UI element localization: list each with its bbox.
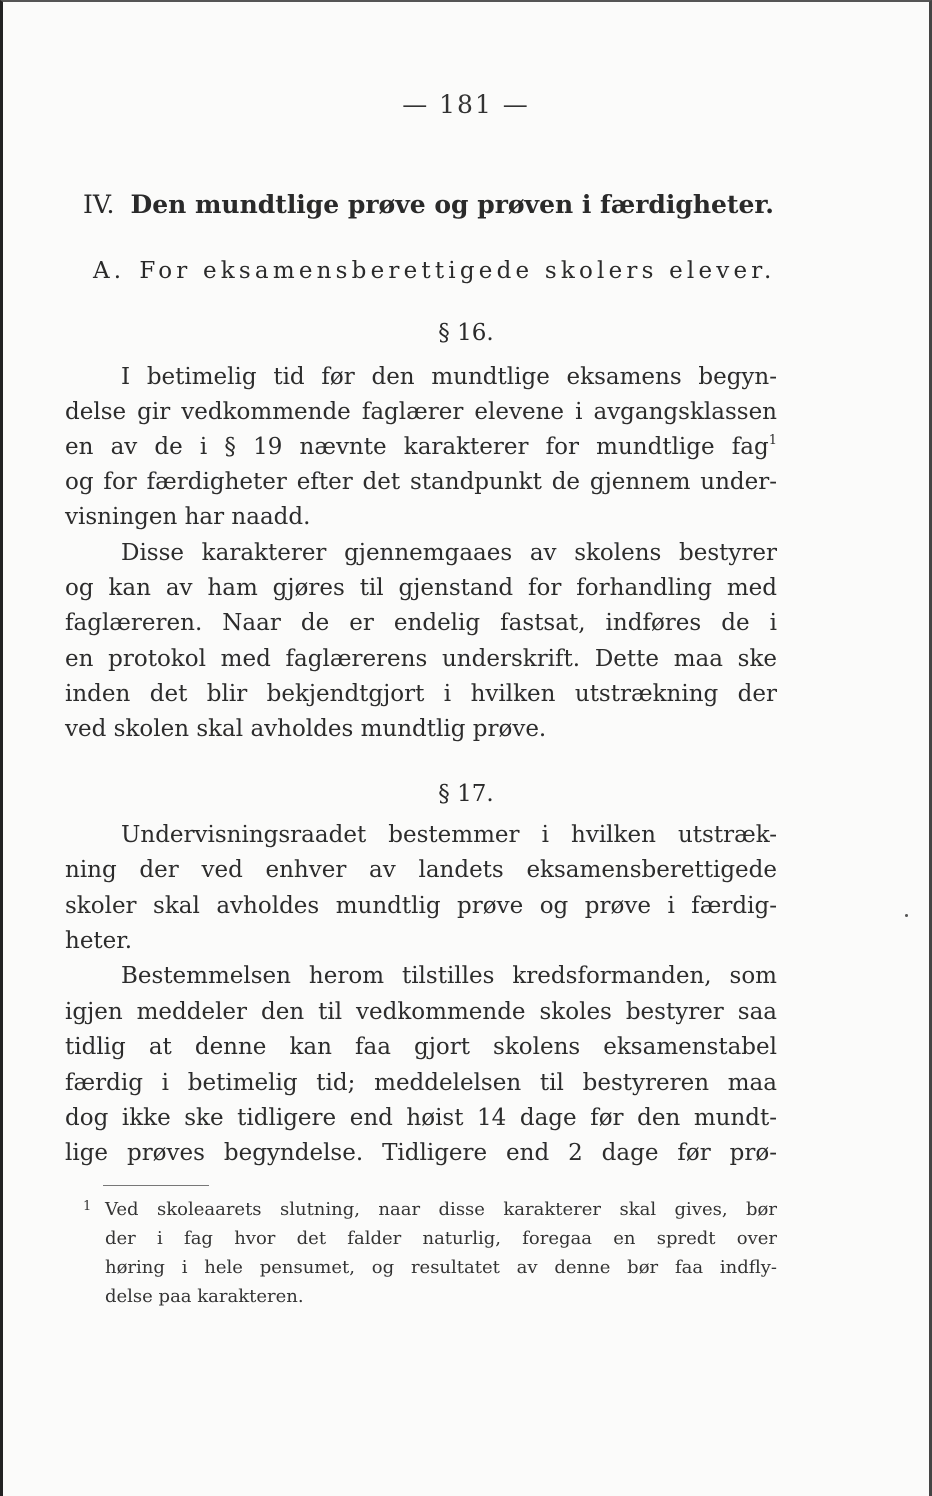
s17-p1-line-2: ning der ved enhver av landets eksamensberettigede — [65, 857, 777, 883]
s16-p1-line-3-text: en av de i § 19 nævnte karakterer for mundtlige fag — [65, 434, 769, 460]
footnote-reference: 1 — [768, 433, 777, 448]
s16-p1-line-3 — [65, 434, 777, 460]
section-subheading — [93, 258, 775, 284]
s17-p2-line-1: Bestemmelsen herom tilstilles kredsformanden, som — [121, 963, 777, 989]
footnote-line-3: høring i hele pensumet, og resultatet av denne bør faa indfly- — [105, 1257, 777, 1278]
chapter-heading — [83, 190, 774, 219]
page-number: — 181 — — [402, 90, 530, 119]
dust-speck — [905, 914, 908, 917]
footnote-line-2: der i fag hvor det falder naturlig, foregaa en spredt over — [105, 1228, 777, 1249]
s17-p2-line-6: lige prøves begyndelse. Tidligere end 2 dage før prø- — [65, 1140, 777, 1166]
s17-p2-line-2: igjen meddeler den til vedkommende skoles bestyrer saa — [65, 999, 777, 1025]
s16-p2-line-6: ved skolen skal avholdes mundtlig prøve. — [65, 716, 547, 742]
footnote-line-1: Ved skoleaarets slutning, naar disse karakterer skal gives, bør — [105, 1199, 777, 1220]
s17-p1-line-1: Undervisningsraadet bestemmer i hvilken utstræk- — [121, 822, 777, 848]
s16-p2-line-5: inden det blir bekjendtgjort i hvilken utstrækning der — [65, 681, 777, 707]
s16-p2-line-3: faglæreren. Naar de er endelig fastsat, indføres de i — [65, 610, 777, 636]
subheading-label: A. — [93, 258, 126, 284]
s16-p2-line-1: Disse karakterer gjennemgaaes av skolens bestyrer — [121, 540, 777, 566]
s17-p2-line-3: tidlig at denne kan faa gjort skolens eksamenstabel — [65, 1034, 777, 1060]
s17-p2-line-5: dog ikke ske tidligere end høist 14 dage før den mundt- — [65, 1105, 777, 1131]
s17-p2-line-4: færdig i betimelig tid; meddelelsen til bestyreren maa — [65, 1070, 777, 1096]
footnote-divider — [103, 1185, 209, 1186]
s16-p1-line-2: delse gir vedkommende faglærer elevene i avgangsklassen — [65, 399, 777, 425]
chapter-title: Den mundtlige prøve og prøven i færdigheter. — [130, 190, 774, 219]
subheading-text: For eksamensberettigede skolers elever. — [139, 258, 776, 284]
footnote-marker: 1 — [83, 1199, 92, 1214]
footnote-line-4: delse paa karakteren. — [105, 1286, 304, 1307]
section-17-mark: § 17. — [438, 781, 494, 807]
s16-p2-line-4: en protokol med faglærerens underskrift. Dette maa ske — [65, 646, 777, 672]
s17-p1-line-3: skoler skal avholdes mundtlig prøve og prøve i færdig- — [65, 893, 777, 919]
s17-p1-line-4: heter. — [65, 928, 133, 954]
s16-p2-line-2: og kan av ham gjøres til gjenstand for forhandling med — [65, 575, 777, 601]
s16-p1-line-4: og for færdigheter efter det standpunkt de gjennem under- — [65, 469, 777, 495]
section-16-mark: § 16. — [438, 320, 494, 346]
chapter-number: IV. — [83, 190, 115, 219]
s16-p1-line-1: I betimelig tid før den mundtlige eksamens begyn- — [121, 364, 777, 390]
s16-p1-line-5: visningen har naadd. — [65, 504, 311, 530]
